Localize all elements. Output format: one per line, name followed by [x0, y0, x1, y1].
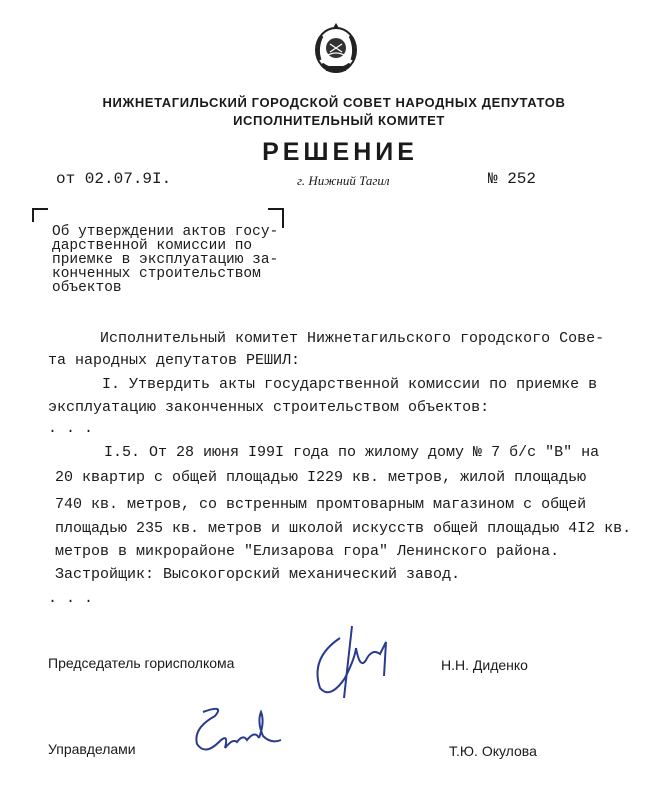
- manager-signature: [185, 702, 295, 762]
- chairman-title: Председатель горисполкома: [48, 655, 235, 671]
- subject-line: приемке в эксплуатацию за-: [52, 252, 279, 268]
- ellipsis: . . .: [48, 590, 94, 607]
- subject-bracket-left: [32, 208, 48, 222]
- decision-number: № 252: [488, 170, 537, 188]
- subject-line: объектов: [52, 280, 122, 296]
- decision-date: от 02.07.9I.: [56, 170, 172, 188]
- decision-city: г. Нижний Тагил: [297, 173, 390, 188]
- subject-line: конченных строительством: [52, 266, 261, 282]
- issuing-authority: НИЖНЕТАГИЛЬСКИЙ ГОРОДСКОЙ СОВЕТ НАРОДНЫХ ДЕПУТАТОВ: [102, 95, 566, 110]
- ellipsis: . . .: [48, 420, 94, 437]
- body-line: I. Утвердить акты государственной комиссии по приемке в: [102, 376, 598, 393]
- body-line: 740 кв. метров, со встренным промтоварным магазином с общей: [55, 496, 587, 513]
- manager-title: Управделами: [48, 741, 136, 757]
- manager-name: Т.Ю. Окулова: [449, 743, 537, 759]
- coat-of-arms-icon: [312, 20, 360, 78]
- body-line: Исполнительный комитет Нижнетагильского городского Сове-: [100, 330, 605, 347]
- document-title: РЕШЕНИЕ: [262, 138, 418, 166]
- body-line: I.5. От 28 июня I99I года по жилому дому № 7 б/с "В" на: [104, 444, 600, 461]
- body-line: метров в микрорайоне "Елизарова гора" Ленинского района.: [55, 543, 560, 560]
- body-line: 20 квартир с общей площадью I229 кв. метров, жилой площадью: [55, 469, 587, 486]
- body-line: площадью 235 кв. метров и школой искусств общей площадью 4I2 кв.: [55, 520, 632, 537]
- chairman-name: Н.Н. Диденко: [441, 657, 528, 673]
- issuing-body: ИСПОЛНИТЕЛЬНЫЙ КОМИТЕТ: [233, 113, 445, 128]
- body-line: эксплуатацию законченных строительством объектов:: [48, 399, 490, 416]
- body-line: Застройщик: Высокогорский механический завод.: [55, 566, 461, 583]
- subject-line: Об утверждении актов госу-: [52, 224, 279, 240]
- subject-line: дарственной комиссии по: [52, 238, 253, 254]
- chairman-signature: [300, 618, 410, 708]
- body-line: та народных депутатов РЕШИЛ:: [48, 352, 301, 369]
